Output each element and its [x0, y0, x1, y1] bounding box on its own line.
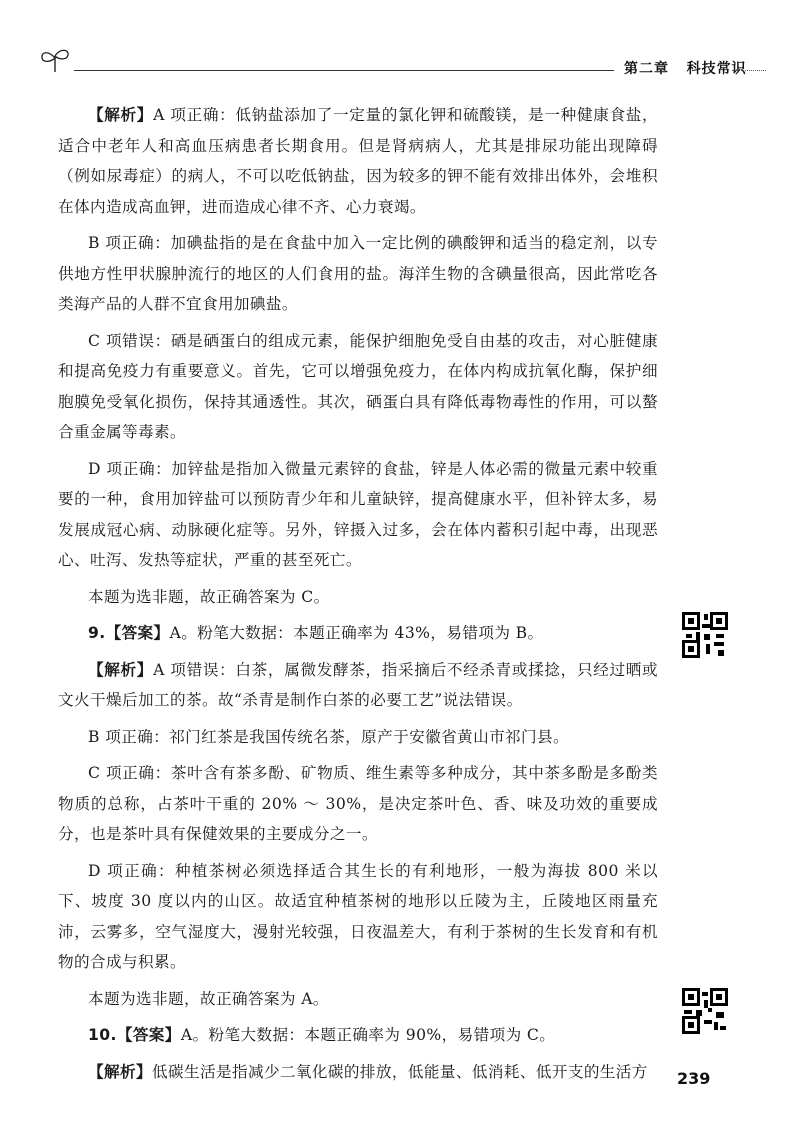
paragraph [58, 722, 658, 753]
paragraph-text: B 项正确：祁门红茶是我国传统名茶，原产于安徽省黄山市祁门县。 [88, 727, 570, 746]
paragraph [58, 856, 658, 978]
header-rule-end [732, 70, 766, 71]
answer-line [58, 618, 658, 649]
paragraph-text: 本题为选非题，故正确答案为 A。 [88, 989, 329, 1008]
paragraph-text: C 项错误：硒是硒蛋白的组成元素，能保护细胞免受自由基的攻击，对心脏健康和提高免疫力有重要意义。首先，它可以增强免疫力，在体内构成抗氧化酶，保护细胞膜免受氧化损伤，保持其通透性。其次，硒蛋白具有降低毒物毒性的作用，可以螯合重金属等毒素。 [58, 331, 658, 441]
paragraph [58, 454, 658, 576]
paragraph [58, 228, 658, 320]
answer-tag: 9.【答案】 [88, 624, 170, 642]
paragraph-text: 本题为选非题，故正确答案为 C。 [88, 587, 330, 606]
page-number: 239 [677, 1069, 711, 1088]
paragraph-text: C 项正确：茶叶含有茶多酚、矿物质、维生素等多种成分，其中茶多酚是多酚类物质的总称，占茶叶干重的 20% ～ 30%，是决定茶叶色、香、味及功效的重要成分，也是茶叶具有保健效果的主要成分之一。 [58, 764, 658, 843]
paragraph-text: D 项正确：种植茶树必须选择适合其生长的有利地形，一般为海拔 800 米以下、坡度 30 度以内的山区。故适宜种植茶树的地形以丘陵为主，丘陵地区雨量充沛，云雾多，空气湿度大，漫射光较强，日夜温差大，有利于茶树的生长发育和有机物的合成与积累。 [58, 861, 658, 971]
paragraph [58, 326, 658, 448]
paragraph-text: D 项正确：加锌盐是指加入微量元素锌的食盐，锌是人体必需的微量元素中较重要的一种，食用加锌盐可以预防青少年和儿童缺锌，提高健康水平，但补锌太多，易发展成冠心病、动脉硬化症等。另外，锌摄入过多，会在体内蓄积引起中毒，出现恶心、吐泻、发热等症状，严重的甚至死亡。 [58, 459, 658, 569]
paragraph-text: A 项正确：低钠盐添加了一定量的氯化钾和硫酸镁，是一种健康食盐，适合中老年人和高血压病患者长期食用。但是肾病病人，尤其是排尿功能出现障碍（例如尿毒症）的病人，不可以吃低钠盐，因为较多的钾不能有效排出体外，会堆积在体内造成高血钾，进而造成心律不齐、心力衰竭。 [58, 106, 658, 216]
paragraph [58, 758, 658, 850]
paragraph-tag: 【解析】 [88, 1062, 152, 1081]
paragraph [58, 582, 658, 613]
chapter-title [624, 58, 747, 78]
page-header [34, 40, 764, 80]
sprout-icon [38, 46, 72, 74]
paragraph [58, 100, 658, 222]
chapter-label: 第二章 [624, 61, 669, 77]
answer-text: A。粉笔大数据：本题正确率为 43%，易错项为 B。 [169, 624, 544, 642]
header-rule [74, 70, 614, 71]
paragraph [58, 984, 658, 1015]
paragraph-text: B 项正确：加碘盐指的是在食盐中加入一定比例的碘酸钾和适当的稳定剂，以专供地方性甲状腺肿流行的地区的人们食用的盐。海洋生物的含碘量很高，因此常吃各类海产品的人群不宜食用加碘盐。 [58, 234, 658, 313]
section-label: 科技常识 [686, 61, 747, 77]
page-body [58, 100, 658, 1093]
paragraph-tag: 【解析】 [88, 660, 154, 679]
answer-tag: 10.【答案】 [88, 1026, 181, 1044]
paragraph-tag: 【解析】 [88, 106, 154, 124]
qr-code-icon[interactable] [682, 988, 728, 1034]
answer-text: A。粉笔大数据：本题正确率为 90%，易错项为 C。 [180, 1026, 556, 1044]
answer-line [58, 1020, 658, 1051]
paragraph [58, 1057, 658, 1088]
paragraph-text: 低碳生活是指减少二氧化碳的排放，低能量、低消耗、低开支的生活方 [151, 1062, 648, 1081]
paragraph [58, 655, 658, 716]
paragraph-text: A 项错误：白茶，属微发酵茶，指采摘后不经杀青或揉捻，只经过晒或文火干燥后加工的茶。故“杀青是制作白茶的必要工艺”说法错误。 [58, 660, 658, 709]
qr-code-icon[interactable] [682, 612, 728, 658]
